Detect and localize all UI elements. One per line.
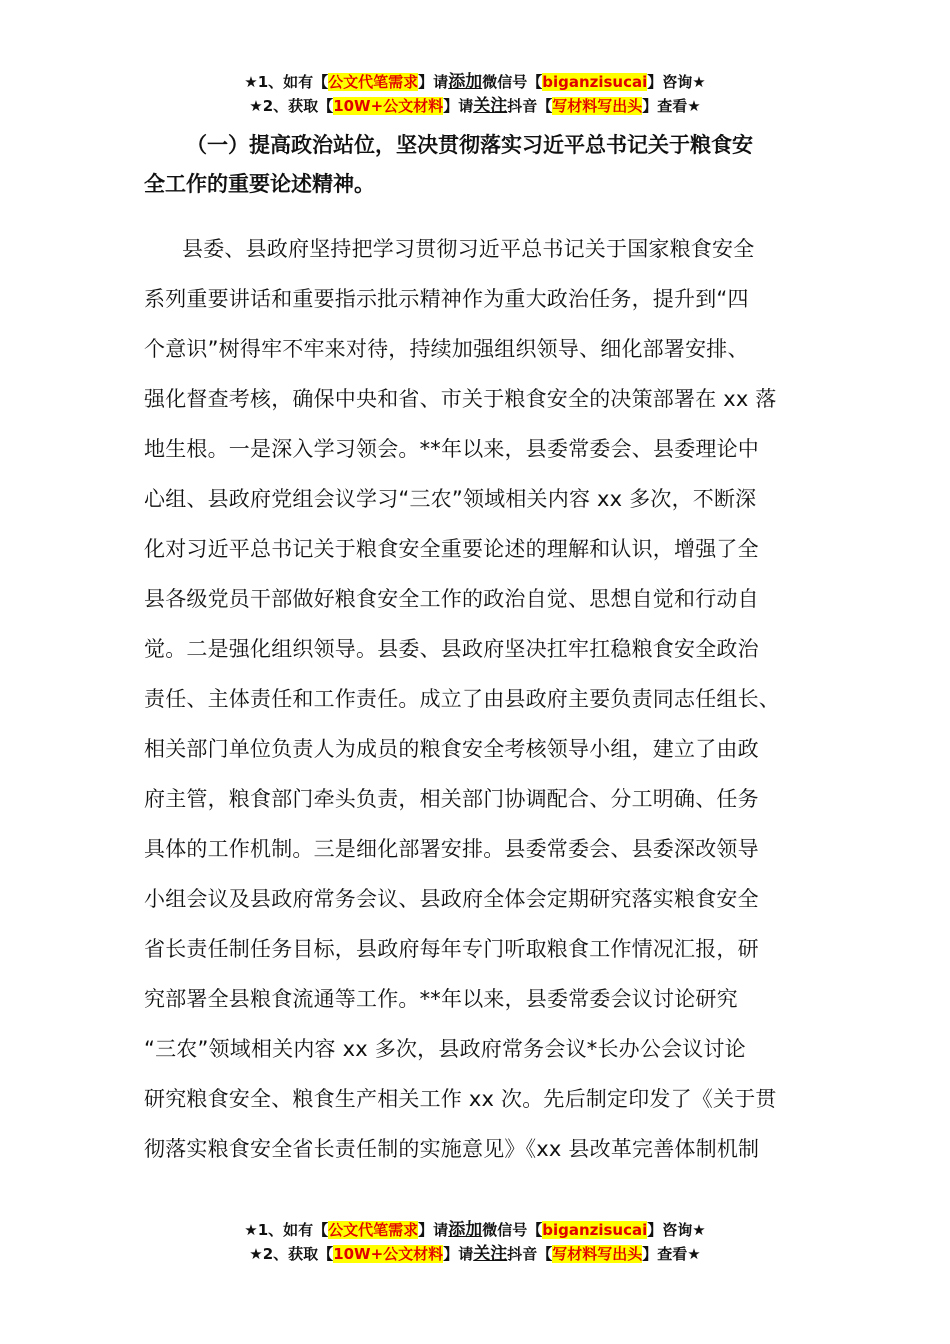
body-line: 化对习近平总书记关于粮食安全重要论述的理解和认识，增强了全 — [144, 537, 759, 561]
body-line: 心组、县政府党组会议学习“三农”领域相关内容 xx 多次，不断深 — [144, 487, 757, 511]
body-line: 小组会议及县政府常务会议、县政府全体会定期研究落实粮食安全 — [144, 887, 759, 911]
promo-text: 】请 — [443, 97, 474, 115]
promo-text: 】查看★ — [642, 1245, 701, 1263]
promo-line-1 — [0, 70, 950, 94]
promo-text: 】请 — [443, 1245, 474, 1263]
promo-banner-top — [0, 70, 950, 118]
promo-underline: 添加 — [448, 72, 483, 92]
body-line: 彻落实粮食安全省长责任制的实施意见》《xx 县改革完善体制机制 — [144, 1137, 760, 1161]
promo-text: ★2、获取【 — [249, 97, 334, 115]
body-line: 县委、县政府坚持把学习贯彻习近平总书记关于国家粮食安全 — [182, 237, 755, 261]
promo-highlight: 公文代笔需求 — [328, 1221, 419, 1239]
promo-line-2 — [0, 1242, 950, 1266]
body-line: 省长责任制任务目标，县政府每年专门听取粮食工作情况汇报，研 — [144, 937, 759, 961]
promo-wechat-id: biganzisucai — [542, 1221, 648, 1239]
promo-text: ★1、如有【 — [244, 73, 329, 91]
promo-douyin-id: 写材料写出头 — [552, 97, 643, 115]
body-line: 强化督查考核，确保中央和省、市关于粮食安全的决策部署在 xx 落 — [144, 387, 777, 411]
body-line: 究部署全县粮食流通等工作。**年以来，县委常委会议讨论研究 — [144, 987, 738, 1011]
promo-text: 】请 — [418, 73, 449, 91]
body-line: 系列重要讲话和重要指示批示精神作为重大政治任务，提升到“四 — [144, 287, 749, 311]
section-heading — [144, 126, 809, 204]
promo-text: ★2、获取【 — [249, 1245, 334, 1263]
body-line: 府主管，粮食部门牵头负责，相关部门协调配合、分工明确、任务 — [144, 787, 759, 811]
promo-wechat-id: biganzisucai — [542, 73, 648, 91]
promo-highlight: 10W+公文材料 — [333, 97, 444, 115]
promo-text: 抖音【 — [507, 1245, 553, 1263]
promo-highlight: 公文代笔需求 — [328, 73, 419, 91]
promo-text: 】查看★ — [642, 97, 701, 115]
promo-banner-bottom — [0, 1218, 950, 1266]
promo-underline: 关注 — [473, 1244, 508, 1264]
body-line: 地生根。一是深入学习领会。**年以来，县委常委会、县委理论中 — [144, 437, 759, 461]
promo-highlight: 10W+公文材料 — [333, 1245, 444, 1263]
promo-text: ★1、如有【 — [244, 1221, 329, 1239]
promo-text: 】咨询★ — [647, 73, 706, 91]
heading-line: 全工作的重要论述精神。 — [144, 172, 375, 196]
body-line: 觉。二是强化组织领导。县委、县政府坚决扛牢扛稳粮食安全政治 — [144, 637, 759, 661]
body-line: 县各级党员干部做好粮食安全工作的政治自觉、思想自觉和行动自 — [144, 587, 759, 611]
body-paragraph — [144, 224, 809, 1174]
promo-underline: 添加 — [448, 1220, 483, 1240]
promo-text: 】请 — [418, 1221, 449, 1239]
promo-text: 微信号【 — [482, 73, 543, 91]
body-line: 个意识”树得牢不牢来对待，持续加强组织领导、细化部署安排、 — [144, 337, 749, 361]
promo-line-1 — [0, 1218, 950, 1242]
promo-text: 抖音【 — [507, 97, 553, 115]
body-line: 相关部门单位负责人为成员的粮食安全考核领导小组，建立了由政 — [144, 737, 759, 761]
promo-text: 】咨询★ — [647, 1221, 706, 1239]
promo-text: 微信号【 — [482, 1221, 543, 1239]
document-content — [144, 126, 809, 1174]
body-line: 具体的工作机制。三是细化部署安排。县委常委会、县委深改领导 — [144, 837, 759, 861]
promo-line-2 — [0, 94, 950, 118]
promo-douyin-id: 写材料写出头 — [552, 1245, 643, 1263]
promo-underline: 关注 — [473, 96, 508, 116]
heading-line: （一）提高政治站位，坚决贯彻落实习近平总书记关于粮食安 — [186, 133, 753, 157]
body-line: 研究粮食安全、粮食生产相关工作 xx 次。先后制定印发了《关于贯 — [144, 1087, 777, 1111]
body-line: “三农”领域相关内容 xx 多次，县政府常务会议*长办公会议讨论 — [144, 1037, 746, 1061]
body-line: 责任、主体责任和工作责任。成立了由县政府主要负责同志任组长、 — [144, 687, 780, 711]
